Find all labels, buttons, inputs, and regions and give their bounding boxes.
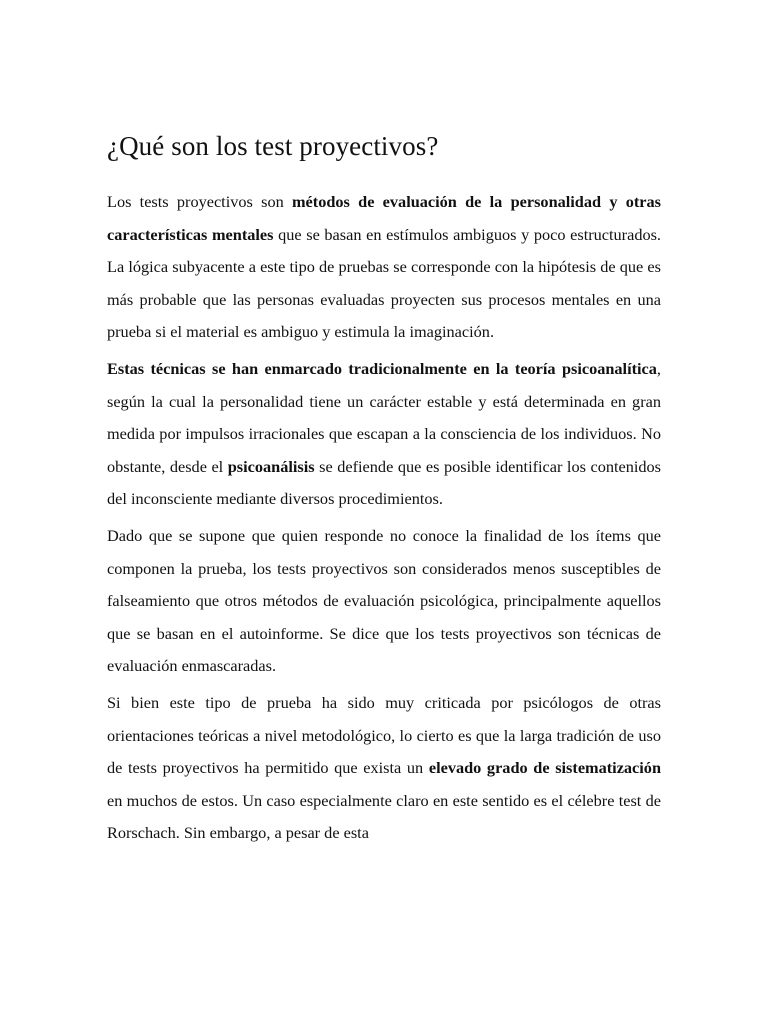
paragraph-3	[107, 520, 661, 683]
paragraph-2-bold-1: Estas técnicas se han enmarcado tradicionalmente en la teoría psicoanalítica	[107, 358, 657, 378]
paragraph-4	[107, 687, 661, 850]
document-page	[107, 128, 661, 854]
paragraph-1-text-2: que se basan en estímulos ambiguos y poco estructurados. La lógica subyacente a este tipo de pruebas se corresponde con la hipótesis de que es más probable que las personas evaluadas proyecten sus procesos mentales en una prueba si el material es ambiguo y estimula la imaginación.	[107, 224, 662, 342]
paragraph-2-bold-2: psicoanálisis	[227, 456, 315, 476]
paragraph-2-text-1: , según la cual la personalidad tiene un carácter estable y está determinada en gran medida por impulsos irracionales que escapan a la consciencia de los individuos. No obstante, desde el	[107, 358, 661, 476]
paragraph-2-text-2: se defiende que es posible identificar los contenidos del inconsciente mediante diversos procedimientos.	[107, 456, 662, 509]
paragraph-2	[107, 353, 661, 516]
paragraph-1-bold-1: métodos de evaluación de la personalidad y otras características mentales	[107, 192, 661, 244]
paragraph-1	[107, 186, 661, 349]
paragraph-4-text-1: Si bien este tipo de prueba ha sido muy criticada por psicólogos de otras orientaciones teóricas a nivel metodológico, lo cierto es que la larga tradición de uso de tests proyectivos ha permitido que exista un	[107, 692, 661, 778]
paragraph-4-text-2: en muchos de estos. Un caso especialmente claro en este sentido es el célebre test de Rorschach. Sin embargo, a pesar de esta	[107, 790, 661, 843]
paragraph-3-text-1: Dado que se supone que quien responde no conoce la finalidad de los ítems que componen la prueba, los tests proyectivos son considerados menos susceptibles de falseamiento que otros métodos de evaluación psicológica, principalmente aquellos que se basan en el autoinforme. Se dice que los tests proyectivos son técnicas de evaluación enmascaradas.	[107, 525, 661, 676]
page-title: ¿Qué son los test proyectivos?	[107, 131, 439, 161]
paragraph-1-text-1: Los tests proyectivos son	[107, 192, 292, 211]
paragraph-4-bold-1: elevado grado de sistematización	[428, 758, 662, 778]
